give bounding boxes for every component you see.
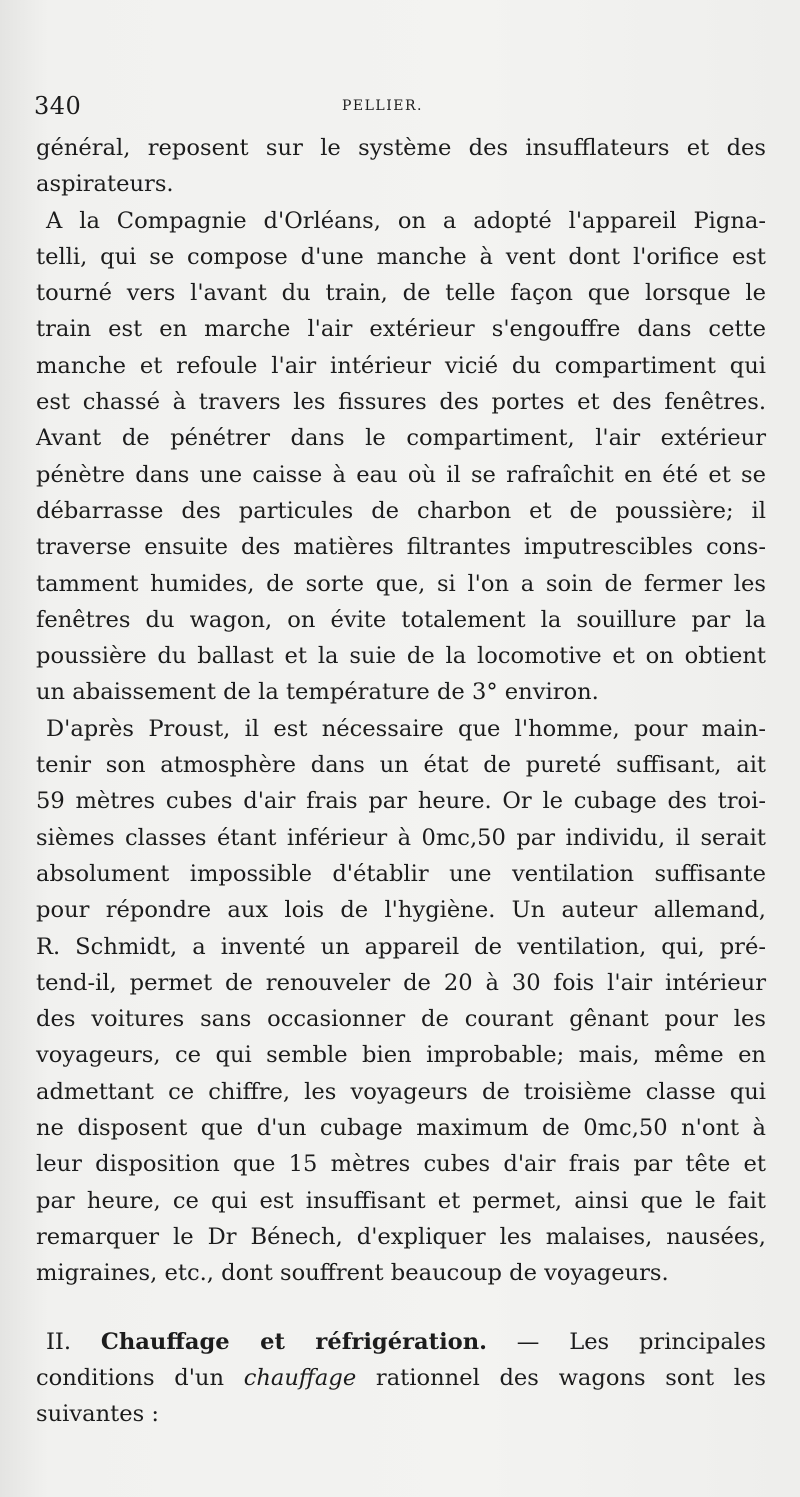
text-line: traverse ensuite des matières filtrantes imputrescibles cons- (36, 534, 766, 561)
text-line: tenir son atmosphère dans un état de pureté suffisant, ait (36, 752, 766, 779)
text-line: sièmes classes étant inférieur à 0mc,50 par individu, il serait (36, 824, 766, 851)
text-line: 59 mètres cubes d'air frais par heure. Or le cubage des troi- (36, 788, 766, 815)
page-body (36, 130, 766, 1432)
text-line: absolument impossible d'établir une ventilation suffisante (36, 860, 766, 887)
text-line: suivantes : (36, 1401, 159, 1428)
text-line: général, reposent sur le système des insufflateurs et des (36, 135, 766, 161)
text-line: A la Compagnie d'Orléans, on a adopté l'appareil Pigna- (46, 207, 766, 234)
section-heading-paragraph (36, 1324, 766, 1433)
paragraph (36, 711, 766, 1292)
paragraph (36, 203, 766, 711)
text-line (36, 1324, 766, 1360)
text-line: R. Schmidt, a inventé un appareil de ventilation, qui, pré- (36, 933, 766, 960)
paragraph (36, 130, 766, 203)
text-line: poussière du ballast et la suie de la locomotive et on obtient (36, 643, 766, 670)
text-line: fenêtres du wagon, on évite totalement la souillure par la (36, 606, 766, 633)
text-line: un abaissement de la température de 3° environ. (36, 679, 599, 706)
text-line: tend-il, permet de renouveler de 20 à 30 fois l'air intérieur (36, 969, 766, 996)
page-header (34, 92, 764, 122)
text-line: débarrasse des particules de charbon et de poussière; il (36, 497, 766, 524)
section-text: rationnel des wagons sont les (356, 1364, 766, 1391)
text-line: voyageurs, ce qui semble bien improbable; mais, même en (36, 1042, 766, 1069)
text-line: Avant de pénétrer dans le compartiment, l'air extérieur (36, 425, 766, 452)
page-number: 340 (34, 92, 82, 120)
text-line: leur disposition que 15 mètres cubes d'air frais par tête et (36, 1151, 766, 1178)
text-line: tourné vers l'avant du train, de telle façon que lorsque le (36, 280, 766, 307)
text-line: par heure, ce qui est insuffisant et permet, ainsi que le fait (36, 1187, 766, 1214)
section-title: Chauffage et réfrigération. (100, 1328, 488, 1355)
text-line: aspirateurs. (36, 171, 174, 198)
text-line: ne disposent que d'un cubage maximum de 0mc,50 n'ont à (36, 1115, 766, 1142)
text-line: pénètre dans une caisse à eau où il se rafraîchit en été et se (36, 461, 766, 488)
running-head: PELLIER. (342, 98, 423, 114)
text-line: telli, qui se compose d'une manche à vent dont l'orifice est (36, 243, 766, 270)
text-line: migraines, etc., dont souffrent beaucoup de voyageurs. (36, 1260, 669, 1287)
text-line: manche et refoule l'air intérieur vicié du compartiment qui (36, 352, 766, 379)
text-line: pour répondre aux lois de l'hygiène. Un auteur allemand, (36, 897, 766, 924)
section-text: conditions d'un (36, 1364, 244, 1391)
text-line: des voitures sans occasionner de courant gênant pour les (36, 1006, 766, 1033)
section-italic-term: chauffage (243, 1364, 357, 1391)
section-dash: — (487, 1328, 570, 1355)
text-line: train est en marche l'air extérieur s'engouffre dans cette (36, 316, 766, 343)
section-text: Les principales (569, 1328, 766, 1355)
text-line: tamment humides, de sorte que, si l'on a soin de fermer les (36, 570, 766, 597)
section-number: II. (46, 1328, 72, 1355)
text-line (36, 1360, 766, 1396)
text-line: est chassé à travers les fissures des portes et des fenêtres. (36, 389, 766, 416)
text-line: remarquer le Dr Bénech, d'expliquer les malaises, nausées, (36, 1223, 766, 1250)
text-line: admettant ce chiffre, les voyageurs de troisième classe qui (36, 1078, 766, 1105)
text-line: D'après Proust, il est nécessaire que l'homme, pour main- (46, 715, 766, 742)
